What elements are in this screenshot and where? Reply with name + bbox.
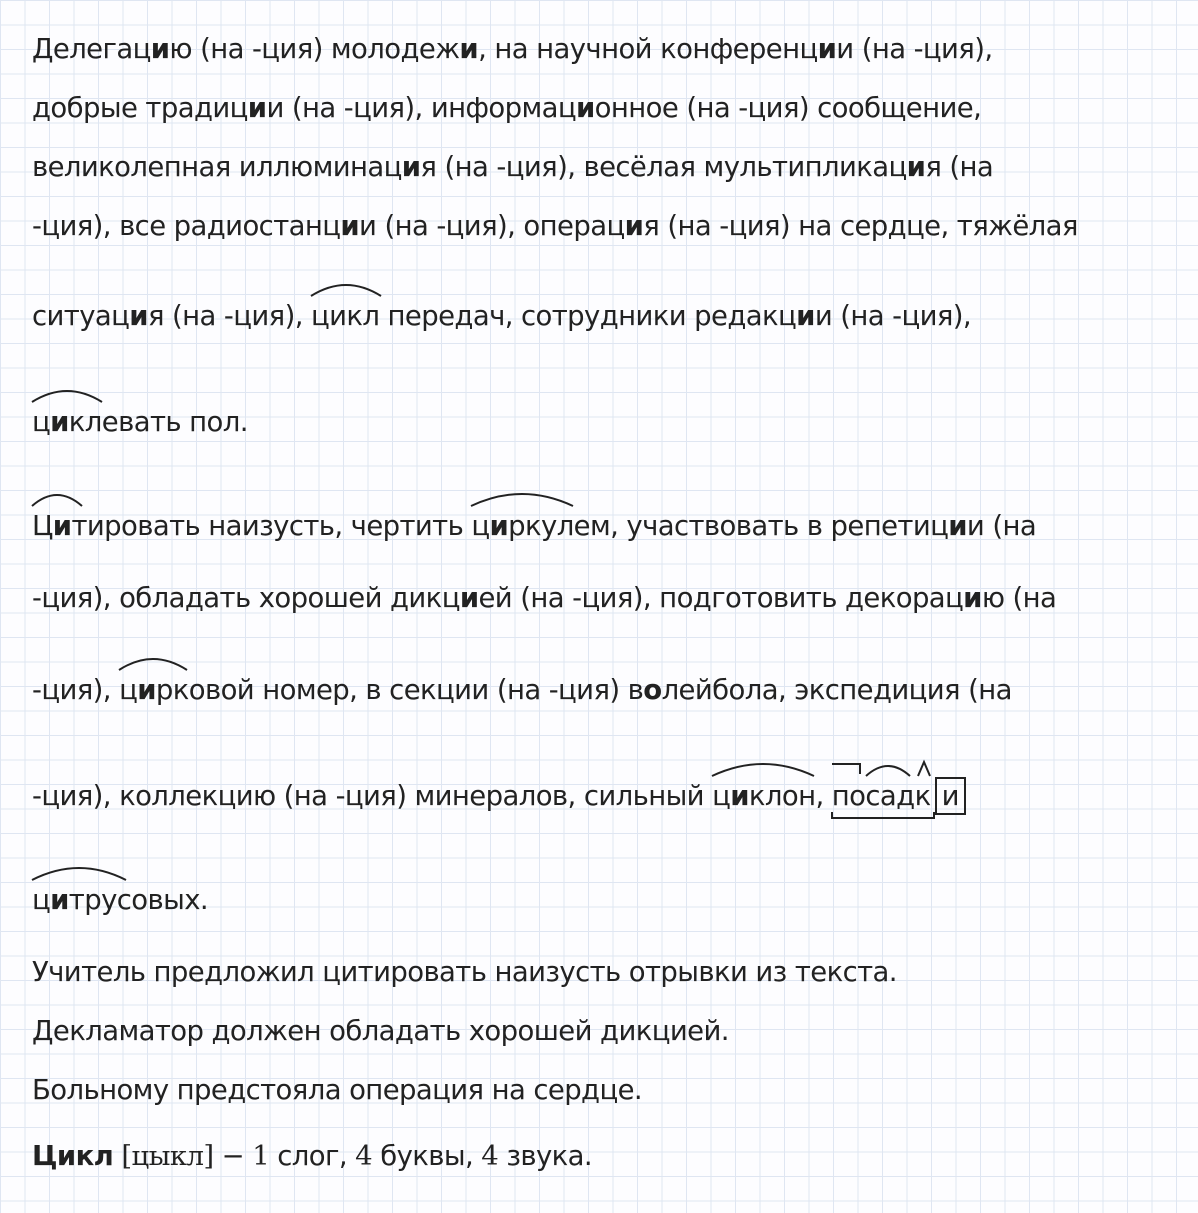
- text-line-5: ситуация (на -ция), цикл передач, сотрудники редакции (на -ция),: [32, 298, 971, 334]
- root-arc-icon: [469, 488, 575, 508]
- root-arc-cirkulem: циркулем: [471, 508, 610, 544]
- sentence-1: Учитель предложил цитировать наизусть отрывки из текста.: [32, 956, 897, 988]
- root-arc-citrusovyh: ци: [32, 882, 69, 918]
- morpheme-marks-icon: [830, 762, 942, 832]
- root-arc-ciklevat: ци: [32, 404, 69, 440]
- sentence-2: Декламатор должен обладать хорошей дикцией.: [32, 1015, 729, 1047]
- text-line-3: великолепная иллюминация (на -ция), весёлая мультипликация (на: [32, 151, 994, 183]
- root-arc-cirkovoy: цирковой: [119, 672, 254, 708]
- text-line-4: -ция), все радиостанции (на -ция), операция (на -ция) на сердце, тяжёлая: [32, 210, 1078, 242]
- text-line-7: Цитировать наизусть, чертить циркулем, участвовать в репетиции (на: [32, 508, 1036, 544]
- text-line-11: цитрусовых.: [32, 882, 208, 918]
- text-line-1: Делегацию (на -ция) молодежи, на научной конференции (на -ция),: [32, 33, 993, 65]
- root-arc-icon: [710, 758, 816, 778]
- text-line-9: -ция), цирковой номер, в секции (на -ция) волейбола, экспедиция (на: [32, 672, 1012, 708]
- root-arc-icon: [30, 384, 104, 404]
- root-arc-icon: [30, 862, 128, 882]
- text-line-6: циклевать пол.: [32, 404, 248, 440]
- root-arc-cikl: цикл: [311, 298, 379, 334]
- root-arc-ciklon: циклон: [712, 778, 815, 814]
- phonetic-word: Цикл: [32, 1140, 114, 1172]
- text-line-10: -ция), коллекцию (на -ция) минералов, сильный циклон, посадк и: [32, 777, 966, 815]
- root-arc-icon: [309, 278, 383, 298]
- text-line-8: -ция), обладать хорошей дикцией (на -ция), подготовить декорацию (на: [32, 582, 1057, 614]
- text-line-2: добрые традиции (на -ция), информационное (на -ция) сообщение,: [32, 92, 982, 124]
- transcription: [цыкл]: [121, 1140, 214, 1172]
- root-arc-icon: [117, 652, 189, 672]
- root-arc-citirovat: Ци: [32, 508, 71, 544]
- sentence-3: Больному предстояла операция на сердце.: [32, 1074, 643, 1106]
- ending-box: и: [935, 777, 966, 815]
- morpheme-parse-posadki: посадк: [832, 778, 931, 814]
- root-arc-icon: [30, 488, 84, 508]
- phonetic-line: Цикл [цыкл] − 1 слог, 4 буквы, 4 звука.: [32, 1140, 593, 1172]
